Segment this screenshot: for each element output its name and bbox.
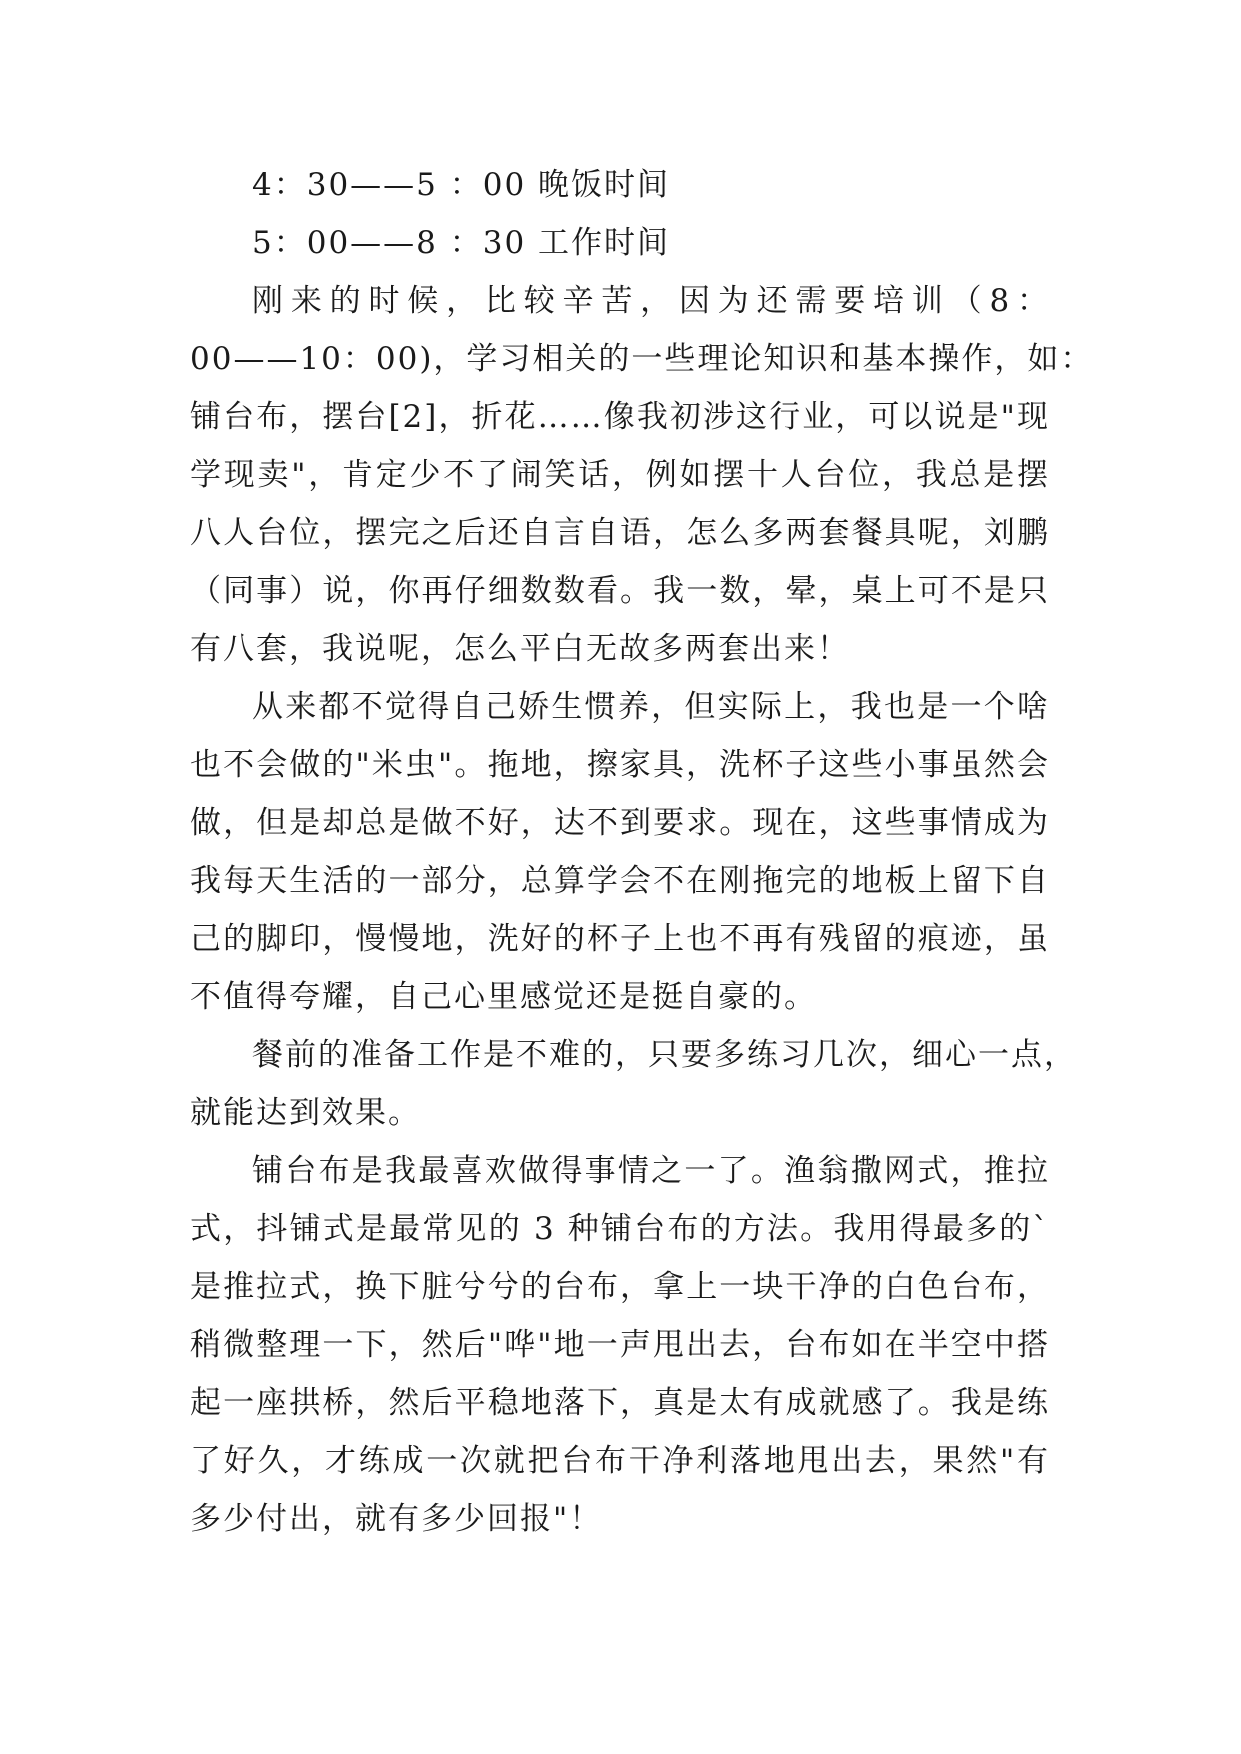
text-line: 学现卖"，肯定少不了闹笑话，例如摆十人台位，我总是摆 [190, 457, 1050, 493]
text-line: 餐前的准备工作是不难的，只要多练习几次，细心一点， [252, 1037, 1077, 1073]
text-line: （同事）说，你再仔细数数看。我一数，晕，桌上可不是只 [190, 573, 1050, 609]
text-line: 也不会做的"米虫"。拖地，擦家具，洗杯子这些小事虽然会 [190, 747, 1050, 783]
text-line: 八人台位，摆完之后还自言自语，怎么多两套餐具呢，刘鹏 [190, 515, 1050, 551]
text-line: 多少付出，就有多少回报"！ [190, 1501, 603, 1537]
schedule-line-dinner: 4：30——5 ：00 晚饭时间 [252, 167, 671, 203]
text-line: 我每天生活的一部分，总算学会不在刚拖完的地板上留下自 [190, 863, 1050, 899]
text-line: 有八套，我说呢，怎么平白无故多两套出来！ [190, 631, 850, 667]
text-line: 是推拉式，换下脏兮兮的台布，拿上一块干净的白色台布， [190, 1269, 1050, 1305]
text-line: 就能达到效果。 [190, 1095, 421, 1131]
schedule-line-work: 5：00——8 ：30 工作时间 [252, 225, 671, 261]
text-line: 了好久，才练成一次就把台布干净利落地甩出去，果然"有 [190, 1443, 1050, 1479]
text-line: 式，抖铺式是最常见的 3 种铺台布的方法。我用得最多的` [190, 1211, 1050, 1247]
text-line: 起一座拱桥，然后平稳地落下，真是太有成就感了。我是练 [190, 1385, 1050, 1421]
text-line: 做，但是却总是做不好，达不到要求。现在，这些事情成为 [190, 805, 1050, 841]
text-line: 不值得夸耀，自己心里感觉还是挺自豪的。 [190, 979, 817, 1015]
text-line: 铺台布是我最喜欢做得事情之一了。渔翁撒网式，推拉 [252, 1153, 1050, 1189]
text-line: 刚来的时候，比较辛苦，因为还需要培训（8： [252, 283, 1050, 319]
text-line: 己的脚印，慢慢地，洗好的杯子上也不再有残留的痕迹，虽 [190, 921, 1050, 957]
text-line: 铺台布，摆台[2]，折花……像我初涉这行业，可以说是"现 [190, 399, 1050, 435]
text-line: 00——10：00)，学习相关的一些理论知识和基本操作，如： [190, 341, 1094, 377]
text-line: 从来都不觉得自己娇生惯养，但实际上，我也是一个啥 [252, 689, 1050, 725]
text-line: 稍微整理一下，然后"哗"地一声甩出去，台布如在半空中搭 [190, 1327, 1050, 1363]
